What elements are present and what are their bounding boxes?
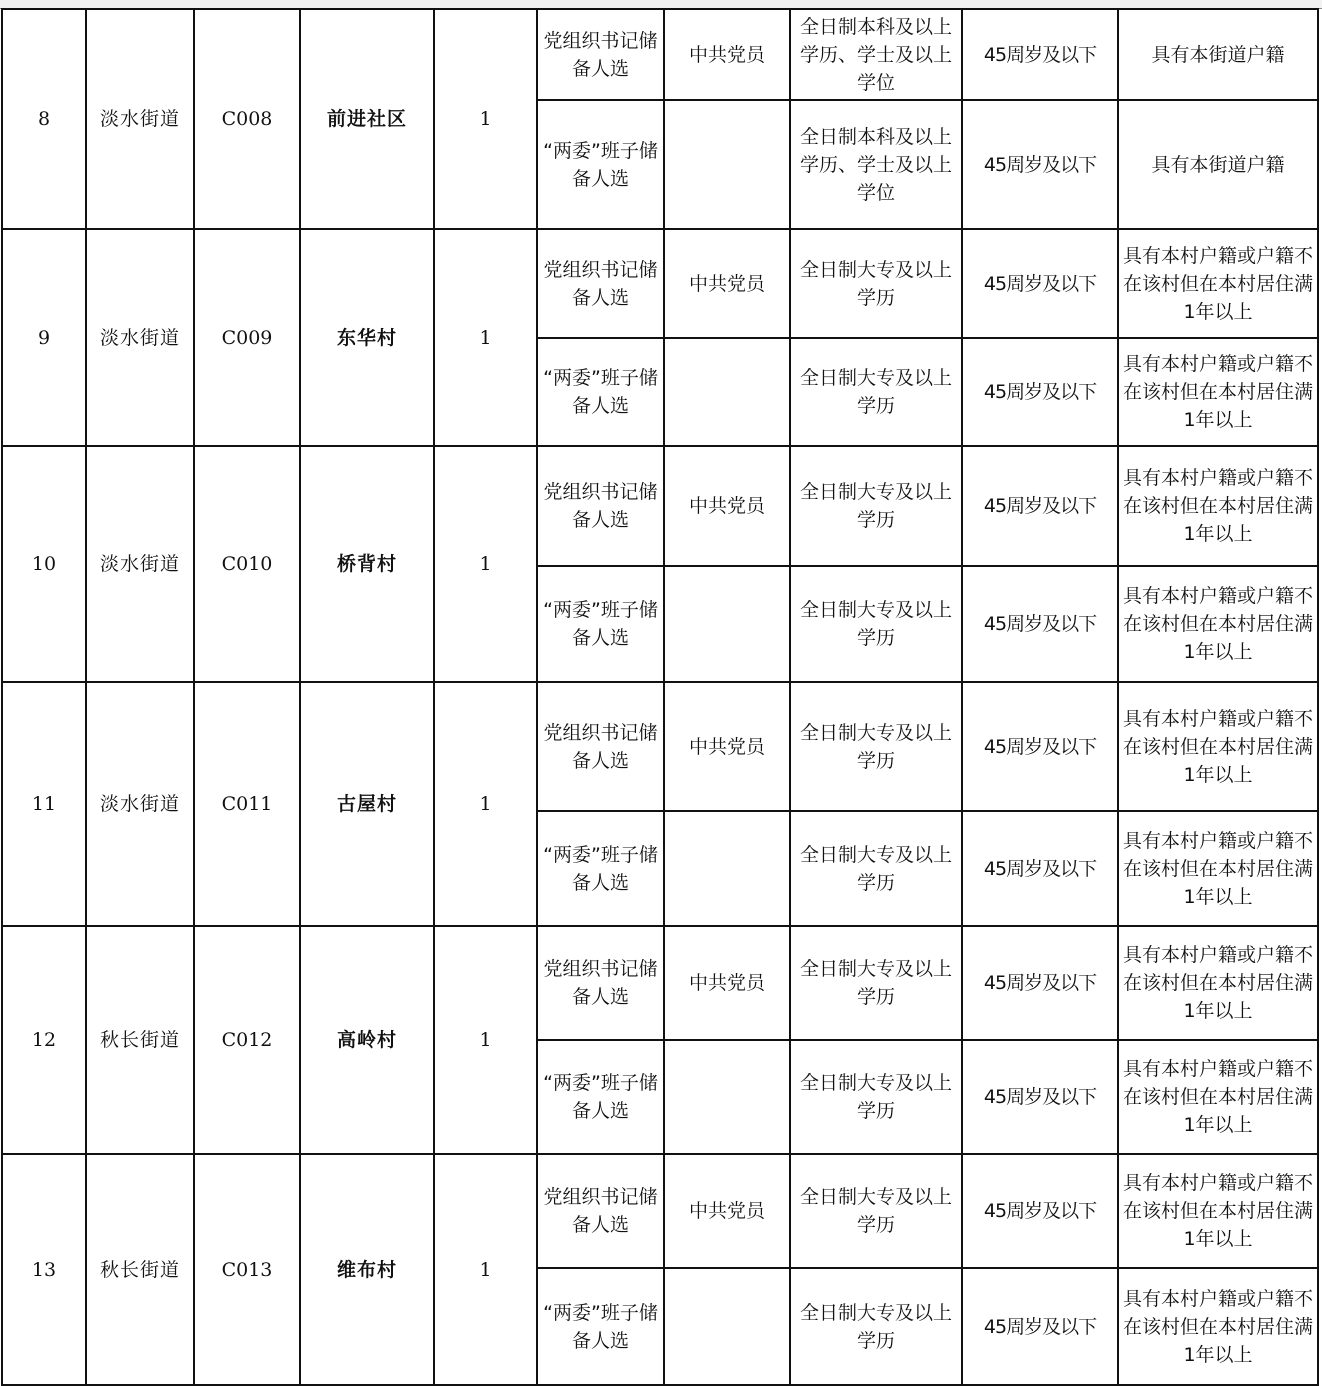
post-type: “两委”班子储备人选 — [537, 100, 664, 229]
political-status — [664, 566, 790, 682]
political-status: 中共党员 — [664, 926, 790, 1040]
position-code: C013 — [194, 1154, 300, 1385]
unit-name: 古屋村 — [300, 682, 434, 926]
street-name: 淡水街道 — [86, 229, 194, 446]
serial-number: 10 — [2, 446, 86, 682]
education-requirement: 全日制大专及以上学历 — [790, 338, 962, 446]
education-requirement: 全日制大专及以上学历 — [790, 229, 962, 338]
recruit-count: 1 — [434, 229, 537, 446]
post-type: 党组织书记储备人选 — [537, 926, 664, 1040]
recruit-count: 1 — [434, 1154, 537, 1385]
political-status — [664, 1268, 790, 1385]
other-requirement: 具有本村户籍或户籍不在该村但在本村居住满1年以上 — [1118, 926, 1318, 1040]
post-type: 党组织书记储备人选 — [537, 446, 664, 566]
table-body — [2, 9, 1318, 1385]
recruitment-table — [1, 8, 1319, 1386]
serial-number: 8 — [2, 9, 86, 229]
recruit-count: 1 — [434, 682, 537, 926]
street-name: 淡水街道 — [86, 446, 194, 682]
age-requirement: 45周岁及以下 — [962, 100, 1118, 229]
serial-number: 11 — [2, 682, 86, 926]
education-requirement: 全日制大专及以上学历 — [790, 926, 962, 1040]
table-row — [2, 926, 1318, 1040]
table-row — [2, 682, 1318, 811]
education-requirement: 全日制大专及以上学历 — [790, 682, 962, 811]
age-requirement: 45周岁及以下 — [962, 1040, 1118, 1154]
unit-name: 维布村 — [300, 1154, 434, 1385]
other-requirement: 具有本村户籍或户籍不在该村但在本村居住满1年以上 — [1118, 682, 1318, 811]
post-type: 党组织书记储备人选 — [537, 682, 664, 811]
post-type: “两委”班子储备人选 — [537, 1040, 664, 1154]
unit-name: 东华村 — [300, 229, 434, 446]
political-status: 中共党员 — [664, 1154, 790, 1268]
post-type: 党组织书记储备人选 — [537, 1154, 664, 1268]
age-requirement: 45周岁及以下 — [962, 566, 1118, 682]
age-requirement: 45周岁及以下 — [962, 1154, 1118, 1268]
political-status: 中共党员 — [664, 682, 790, 811]
recruit-count: 1 — [434, 9, 537, 229]
serial-number: 9 — [2, 229, 86, 446]
other-requirement: 具有本村户籍或户籍不在该村但在本村居住满1年以上 — [1118, 1154, 1318, 1268]
other-requirement: 具有本街道户籍 — [1118, 100, 1318, 229]
unit-name: 桥背村 — [300, 446, 434, 682]
serial-number: 13 — [2, 1154, 86, 1385]
street-name: 淡水街道 — [86, 682, 194, 926]
other-requirement: 具有本街道户籍 — [1118, 9, 1318, 100]
education-requirement: 全日制本科及以上学历、学士及以上学位 — [790, 100, 962, 229]
education-requirement: 全日制本科及以上学历、学士及以上学位 — [790, 9, 962, 100]
table-row — [2, 1154, 1318, 1268]
age-requirement: 45周岁及以下 — [962, 9, 1118, 100]
political-status — [664, 1040, 790, 1154]
age-requirement: 45周岁及以下 — [962, 446, 1118, 566]
post-type: “两委”班子储备人选 — [537, 338, 664, 446]
education-requirement: 全日制大专及以上学历 — [790, 446, 962, 566]
other-requirement: 具有本村户籍或户籍不在该村但在本村居住满1年以上 — [1118, 229, 1318, 338]
political-status: 中共党员 — [664, 446, 790, 566]
age-requirement: 45周岁及以下 — [962, 1268, 1118, 1385]
street-name: 秋长街道 — [86, 926, 194, 1154]
other-requirement: 具有本村户籍或户籍不在该村但在本村居住满1年以上 — [1118, 446, 1318, 566]
position-code: C008 — [194, 9, 300, 229]
table-row — [2, 446, 1318, 566]
age-requirement: 45周岁及以下 — [962, 682, 1118, 811]
political-status: 中共党员 — [664, 229, 790, 338]
position-code: C009 — [194, 229, 300, 446]
education-requirement: 全日制大专及以上学历 — [790, 1268, 962, 1385]
position-code: C010 — [194, 446, 300, 682]
other-requirement: 具有本村户籍或户籍不在该村但在本村居住满1年以上 — [1118, 1268, 1318, 1385]
age-requirement: 45周岁及以下 — [962, 926, 1118, 1040]
post-type: “两委”班子储备人选 — [537, 566, 664, 682]
street-name: 淡水街道 — [86, 9, 194, 229]
post-type: 党组织书记储备人选 — [537, 229, 664, 338]
unit-name: 前进社区 — [300, 9, 434, 229]
unit-name: 高岭村 — [300, 926, 434, 1154]
age-requirement: 45周岁及以下 — [962, 811, 1118, 926]
age-requirement: 45周岁及以下 — [962, 338, 1118, 446]
education-requirement: 全日制大专及以上学历 — [790, 566, 962, 682]
position-code: C011 — [194, 682, 300, 926]
table-row — [2, 229, 1318, 338]
political-status: 中共党员 — [664, 9, 790, 100]
political-status — [664, 100, 790, 229]
post-type: 党组织书记储备人选 — [537, 9, 664, 100]
education-requirement: 全日制大专及以上学历 — [790, 1040, 962, 1154]
education-requirement: 全日制大专及以上学历 — [790, 1154, 962, 1268]
other-requirement: 具有本村户籍或户籍不在该村但在本村居住满1年以上 — [1118, 338, 1318, 446]
age-requirement: 45周岁及以下 — [962, 229, 1118, 338]
serial-number: 12 — [2, 926, 86, 1154]
post-type: “两委”班子储备人选 — [537, 811, 664, 926]
political-status — [664, 811, 790, 926]
table-row — [2, 9, 1318, 100]
post-type: “两委”班子储备人选 — [537, 1268, 664, 1385]
recruit-count: 1 — [434, 446, 537, 682]
political-status — [664, 338, 790, 446]
education-requirement: 全日制大专及以上学历 — [790, 811, 962, 926]
street-name: 秋长街道 — [86, 1154, 194, 1385]
other-requirement: 具有本村户籍或户籍不在该村但在本村居住满1年以上 — [1118, 566, 1318, 682]
other-requirement: 具有本村户籍或户籍不在该村但在本村居住满1年以上 — [1118, 811, 1318, 926]
position-code: C012 — [194, 926, 300, 1154]
other-requirement: 具有本村户籍或户籍不在该村但在本村居住满1年以上 — [1118, 1040, 1318, 1154]
recruit-count: 1 — [434, 926, 537, 1154]
